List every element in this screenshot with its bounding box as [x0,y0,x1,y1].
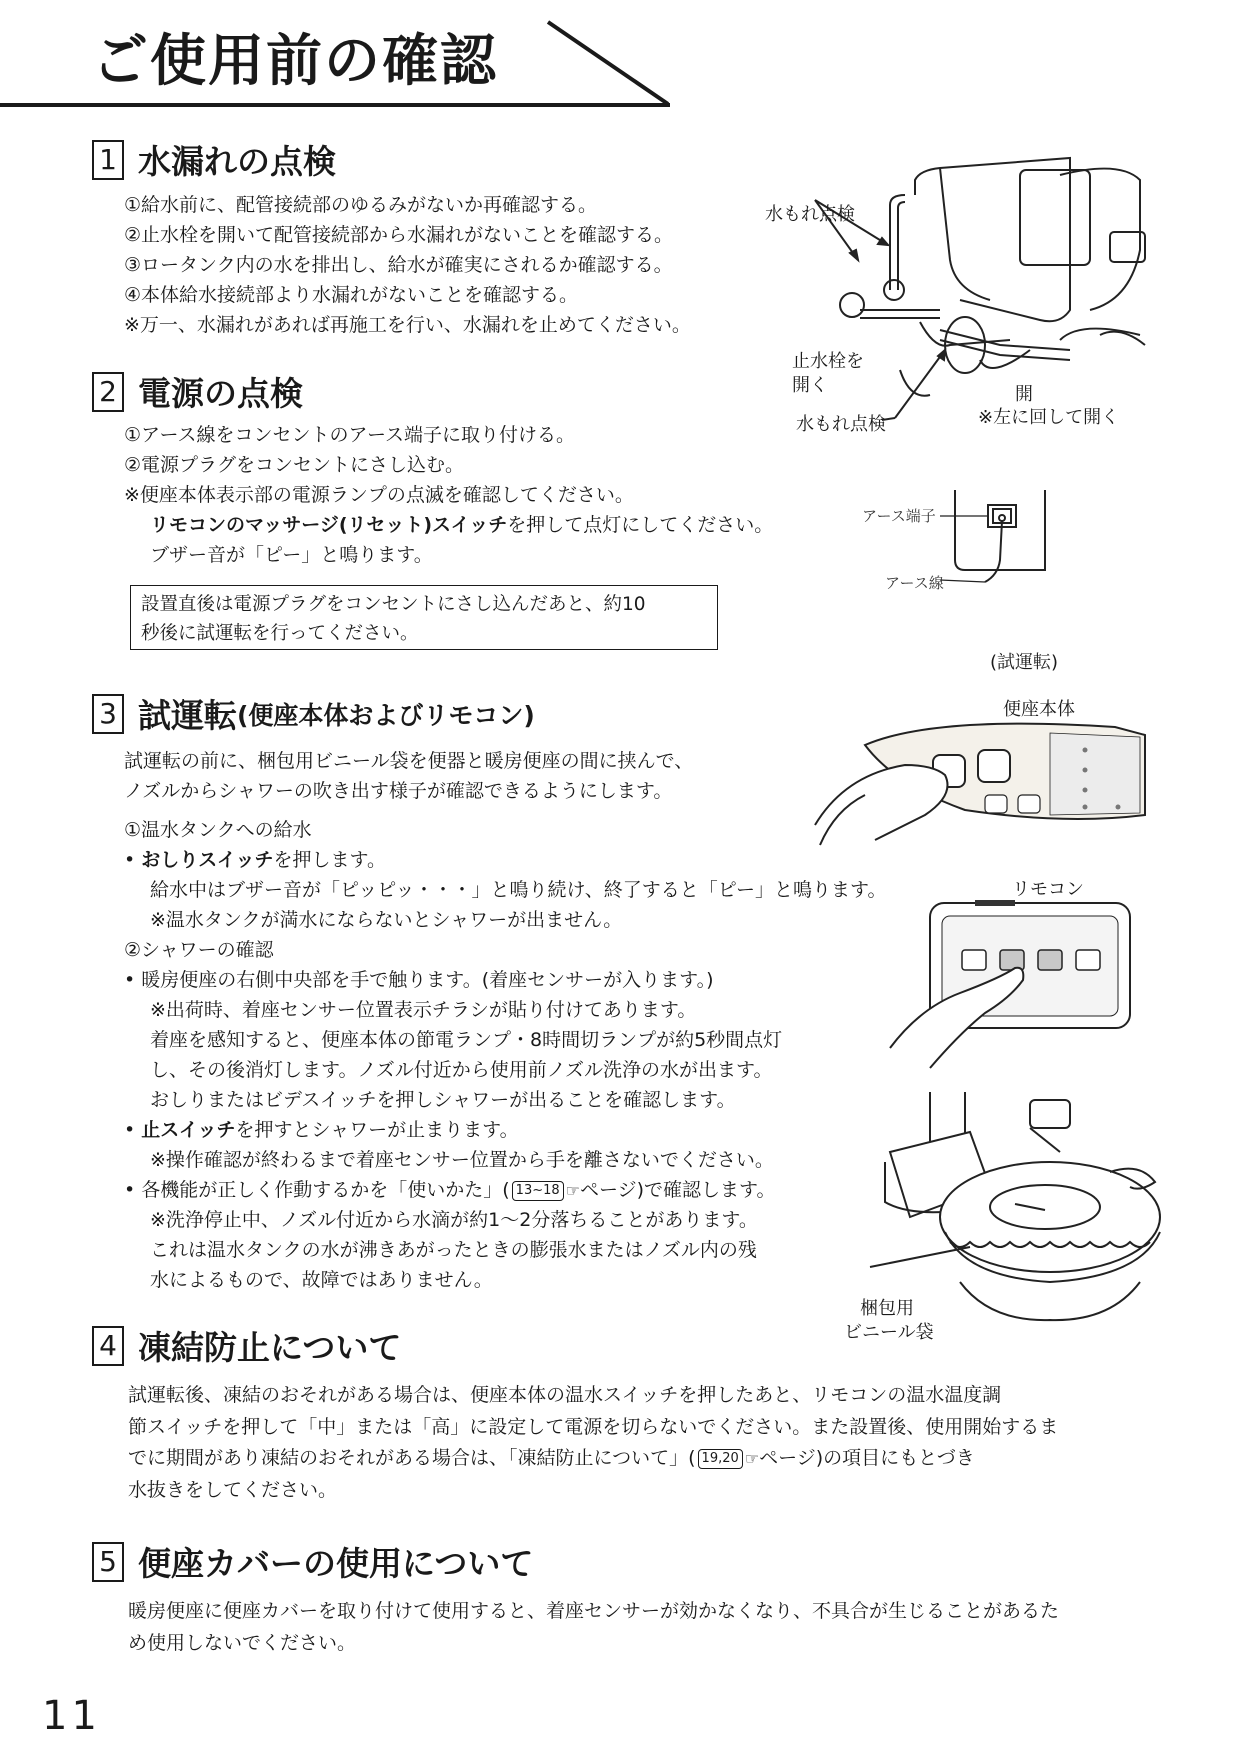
bold-phrase: おしりスイッチ [141,849,274,871]
text-line: 試運転後、凍結のおそれがある場合は、便座本体の温水スイッチを押したあと、リモコンの温水温度調 [128,1384,1002,1406]
label-leak-check-bottom: 水もれ点検 [796,414,886,435]
notice-line: 設置直後は電源プラグをコンセントにさし込んだあと、約10 [141,594,646,615]
section-title: 便座カバーの使用について [138,1544,534,1583]
toilet-with-plastic-bag-illustration [870,1092,1170,1322]
bold-phrase: リモコンのマッサージ(リセット)スイッチ [150,514,508,536]
label-open: 開 [1015,384,1033,405]
section-number-box: 2 [92,372,124,412]
text-line: ③ロータンク内の水を排出し、給水が確実にされるか確認する。 [124,254,673,276]
section-subtitle: (便座本体およびリモコン) [237,700,535,730]
page-reference: 13~18 [512,1181,564,1201]
section-3-heading [92,690,535,737]
label-plastic-bag-2: ビニール袋 [844,1322,934,1343]
section-4-body [128,1380,1168,1506]
text-line: おしりまたはビデスイッチを押しシャワーが出ることを確認します。 [150,1089,736,1111]
text-line: ノズルからシャワーの吹き出す様子が確認できるようにします。 [124,780,673,802]
section-title: 水漏れの点検 [138,142,336,181]
text-line: 着座を感知すると、便座本体の節電ランプ・8時間切ランプが約5秒間点灯 [150,1029,783,1051]
section-2-heading [92,368,303,415]
text-line: ※出荷時、着座センサー位置表示チラシが貼り付けてあります。 [150,999,697,1021]
text-line: ①給水前に、配管接続部のゆるみがないか再確認する。 [124,194,598,216]
text-line: ①アース線をコンセントのアース端子に取り付ける。 [124,424,575,446]
label-earth-terminal: アース端子 [862,507,936,525]
page-title: ご使用前の確認 [92,29,498,94]
label-open-note: ※左に回して開く [978,407,1120,428]
section-title: 試運転 [138,696,237,735]
label-earth-wire: アース線 [885,574,944,592]
text-line [128,1443,1168,1475]
text-line: し、その後消灯します。ノズル付近から使用前ノズル洗浄の水が出ます。 [150,1059,773,1081]
text-line: ※万一、水漏れがあれば再施工を行い、水漏れを止めてください。 [124,314,691,336]
section-number-box: 5 [92,1542,124,1582]
notice-box [130,585,718,650]
section-1-body [124,190,691,340]
text-line: 水抜きをしてください。 [128,1478,338,1501]
text-line: ②電源プラグをコンセントにさし込む。 [124,454,465,476]
section-5-heading [92,1538,533,1585]
page-number: 11 [42,1693,101,1739]
section-title: 電源の点検 [138,374,303,413]
section-3-steps [124,815,886,1295]
section-number-box: 3 [92,694,124,734]
label-valve-open-2: 開く [792,375,828,396]
step-title: ②シャワーの確認 [124,939,274,961]
section-title: 凍結防止について [138,1328,402,1367]
bullet-line: • 暖房便座の右側中央部を手で触ります。(着座センサーが入ります。) [124,969,714,991]
label-seat-body: 便座本体 [1003,699,1075,720]
section-1-heading [92,136,336,183]
text-line: ※温水タンクが満水にならないとシャワーが出ません。 [150,909,623,931]
section-number-box: 1 [92,140,124,180]
label-valve-open-1: 止水栓を [792,351,864,372]
section-4-heading [92,1322,401,1369]
text-span: 暖房便座の右側中央部を手で触ります。(着座センサーが入ります。) [141,969,714,991]
text-line: め使用しないでください。 [128,1631,357,1654]
text-span: でに期間があり凍結のおそれがある場合は、「凍結防止について」( [128,1447,696,1469]
section-3-intro [124,746,693,806]
text-span: ページ)の項目にもとづき [759,1447,975,1469]
text-line: 水によるもので、故障ではありません。 [150,1269,493,1291]
section-number-box: 4 [92,1326,124,1366]
text-line: ※便座本体表示部の電源ランプの点滅を確認してください。 [124,484,634,506]
trial-run-caption: (試運転) [990,652,1059,673]
bullet-line: • おしりスイッチを押します。 [124,849,386,871]
bullet-line: • 各機能が正しく作動するかを「使いかた」( 13~18 ☞ページ)で確認します。 [124,1179,776,1201]
title-slash-decoration [0,0,680,110]
earth-terminal-illustration [940,490,1070,610]
text-line: これは温水タンクの水が沸きあがったときの膨張水またはノズル内の残 [150,1239,757,1261]
text-line: 試運転の前に、梱包用ビニール袋を便器と暖房便座の間に挟んで、 [124,750,694,772]
remote-control-illustration [890,898,1160,1073]
section-5-body [128,1596,1059,1659]
pointing-hand-icon: ☞ [565,1181,580,1200]
text-span: を押します。 [273,849,386,871]
bullet-line: • 止スイッチを押すとシャワーが止まります。 [124,1119,519,1141]
pointing-hand-icon: ☞ [744,1449,760,1468]
text-line: ②止水栓を開いて配管接続部から水漏れがないことを確認する。 [124,224,674,246]
text-span: を押して点灯にしてください。 [507,514,774,536]
section-2-body [124,420,773,570]
step-title: ①温水タンクへの給水 [124,819,312,841]
text-span: を押すとシャワーが止まります。 [235,1119,519,1141]
text-span: 各機能が正しく作動するかを「使いかた」( [141,1179,510,1201]
label-remote: リモコン [1012,879,1084,900]
text-span: ページ)で確認します。 [580,1179,776,1201]
text-line: ④本体給水接続部より水漏れがないことを確認する。 [124,284,579,306]
text-line: ※操作確認が終わるまで着座センサー位置から手を離さないでください。 [150,1149,774,1171]
page-reference: 19,20 [698,1449,743,1469]
bold-phrase: 止スイッチ [141,1119,236,1141]
text-line [124,510,773,540]
notice-line: 秒後に試運転を行ってください。 [141,623,419,644]
text-line: ブザー音が「ピー」と鳴ります。 [150,544,433,566]
text-line: 節スイッチを押して「中」または「高」に設定して電源を切らないでください。また設置後、使用開始するま [128,1415,1059,1438]
text-line: 暖房便座に便座カバーを取り付けて使用すると、着座センサーが効かなくなり、不具合が生じることがあるた [128,1600,1060,1622]
seat-body-panel-illustration [815,715,1150,845]
label-leak-check-top: 水もれ点検 [765,204,855,225]
label-plastic-bag-1: 梱包用 [860,1298,914,1319]
text-line: ※洗浄停止中、ノズル付近から水滴が約1〜2分落ちることがあります。 [150,1209,758,1231]
text-line: 給水中はブザー音が「ピッピッ・・・」と鳴り続け、終了すると「ピー」と鳴ります。 [150,879,887,901]
